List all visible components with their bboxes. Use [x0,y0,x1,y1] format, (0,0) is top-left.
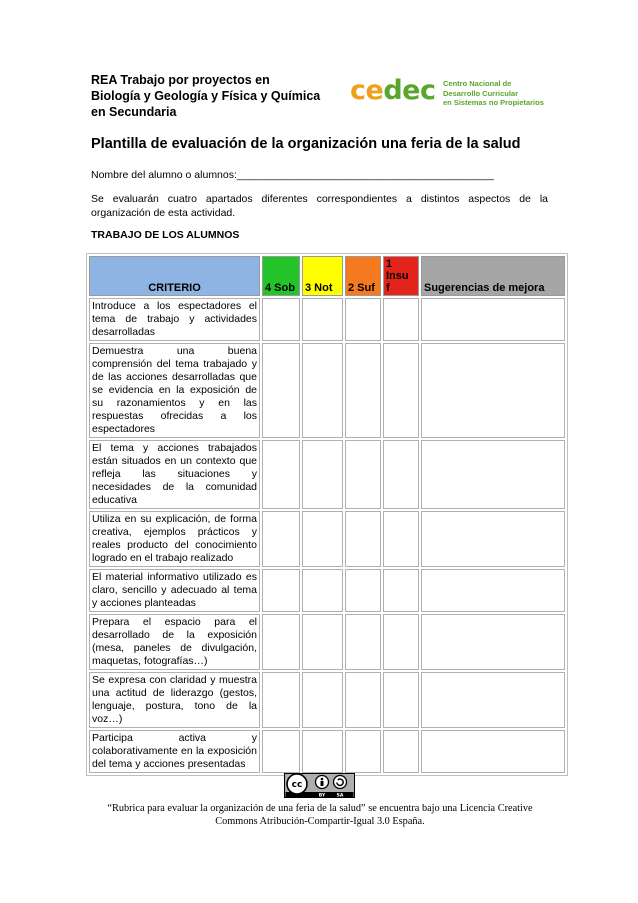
score-cell-2[interactable] [345,440,381,509]
header-criterio: CRITERIO [89,256,260,296]
page-title: Plantilla de evaluación de la organización una feria de la salud [91,136,521,152]
table-row [89,730,565,773]
criterion-cell: Introduce a los espectadores el tema de trabajo y actividades desarrolladas [89,298,260,341]
score-cell-1[interactable] [383,440,419,509]
score-cell-3[interactable] [302,343,343,438]
suggestions-cell[interactable] [421,614,565,670]
score-cell-4[interactable] [262,672,300,728]
score-cell-3[interactable] [302,569,343,612]
score-cell-3[interactable] [302,511,343,567]
score-cell-1[interactable] [383,343,419,438]
score-cell-1[interactable] [383,569,419,612]
score-cell-1[interactable] [383,614,419,670]
section-heading: TRABAJO DE LOS ALUMNOS [91,229,240,241]
suggestions-cell[interactable] [421,511,565,567]
criterion-cell: El tema y acciones trabajados están situados en un contexto que refleja las situaciones y necesidades de la comunidad educativa [89,440,260,509]
criterion-cell: Demuestra una buena comprensión del tema trabajado y de las acciones desarrolladas que se evidencia en la exposición de su razonamientos y en las respuestas ofrecidas a los espectadores [89,343,260,438]
score-cell-2[interactable] [345,298,381,341]
table-row [89,569,565,612]
header-line-1: REA Trabajo por proyectos en [91,73,270,87]
by-label: BY [318,793,326,798]
table-row [89,298,565,341]
suggestions-cell[interactable] [421,730,565,773]
header-3-not: 3 Not [302,256,343,296]
score-cell-4[interactable] [262,298,300,341]
score-cell-4[interactable] [262,343,300,438]
cedec-logo-word [350,75,435,107]
attribution-icon [321,778,324,781]
score-cell-3[interactable] [302,298,343,341]
table-row [89,511,565,567]
logo-tag-line-2: Desarrollo Curricular [443,88,519,98]
table-row [89,614,565,670]
score-cell-1[interactable] [383,730,419,773]
score-cell-2[interactable] [345,730,381,773]
cedec-logo-tagline [443,79,544,108]
logo-tag-line-1: Centro Nacional de [443,79,512,88]
criterion-cell: Utiliza en su explicación, de forma creativa, ejemplos prácticos y reales producto del conocimiento logrado en el trabajo realizado [89,511,260,567]
score-cell-4[interactable] [262,730,300,773]
suggestions-cell[interactable] [421,569,565,612]
suggestions-cell[interactable] [421,343,565,438]
license-footer: “Rubrica para evaluar la organización de una feria de la salud” se encuentra bajo una Licencia Creative Commons Atribución-Compartir-Igual 3.0 España. [107,803,533,827]
score-cell-2[interactable] [345,672,381,728]
cedec-logo [350,75,560,111]
score-cell-3[interactable] [302,614,343,670]
header-1-insuf-line-2: f [386,282,390,294]
cc-by-sa-badge [284,773,355,798]
suggestions-cell[interactable] [421,298,565,341]
header-1-insuf [383,256,419,296]
header-4-sob: 4 Sob [262,256,300,296]
intro-paragraph: Se evaluarán cuatro apartados diferentes correspondientes a distintos aspectos de la organización de esta actividad. [91,193,548,219]
score-cell-2[interactable] [345,614,381,670]
table-row [89,672,565,728]
score-cell-3[interactable] [302,730,343,773]
score-cell-4[interactable] [262,614,300,670]
cc-icon: cc [291,780,303,791]
criterion-cell: Se expresa con claridad y muestra una actitud de liderazgo (gestos, lenguaje, postura, tono de la voz…) [89,672,260,728]
logo-word-dec: dec [383,75,436,106]
rubric-table [86,253,568,776]
suggestions-cell[interactable] [421,672,565,728]
score-cell-2[interactable] [345,511,381,567]
table-row [89,343,565,438]
sa-label: SA [336,793,344,798]
header-2-suf: 2 Suf [345,256,381,296]
header-sugerencias: Sugerencias de mejora [421,256,565,296]
header-line-2: Biología y Geología y Física y Química [91,89,321,103]
score-cell-2[interactable] [345,343,381,438]
logo-tag-line-3: en Sistemas no Propietarios [443,98,544,107]
header-line-3: en Secundaria [91,105,177,119]
score-cell-4[interactable] [262,569,300,612]
logo-word-ce: ce [350,75,384,106]
header-1-insuf-line-1: 1 Insu [386,258,409,282]
score-cell-4[interactable] [262,511,300,567]
score-cell-1[interactable] [383,298,419,341]
document-header [91,72,361,120]
score-cell-1[interactable] [383,511,419,567]
score-cell-4[interactable] [262,440,300,509]
score-cell-2[interactable] [345,569,381,612]
criterion-cell: Prepara el espacio para el desarrollado de la exposición (mesa, paneles de divulgación, maquetas, fotografías…) [89,614,260,670]
score-cell-3[interactable] [302,440,343,509]
criterion-cell: El material informativo utilizado es claro, sencillo y adecuado al tema y acciones planteadas [89,569,260,612]
score-cell-3[interactable] [302,672,343,728]
criterion-cell: Participa activa y colaborativamente en la exposición del tema y acciones presentadas [89,730,260,773]
suggestions-cell[interactable] [421,440,565,509]
student-name-field: Nombre del alumno o alumnos:____________________________________________ [91,169,494,181]
score-cell-1[interactable] [383,672,419,728]
table-row [89,440,565,509]
